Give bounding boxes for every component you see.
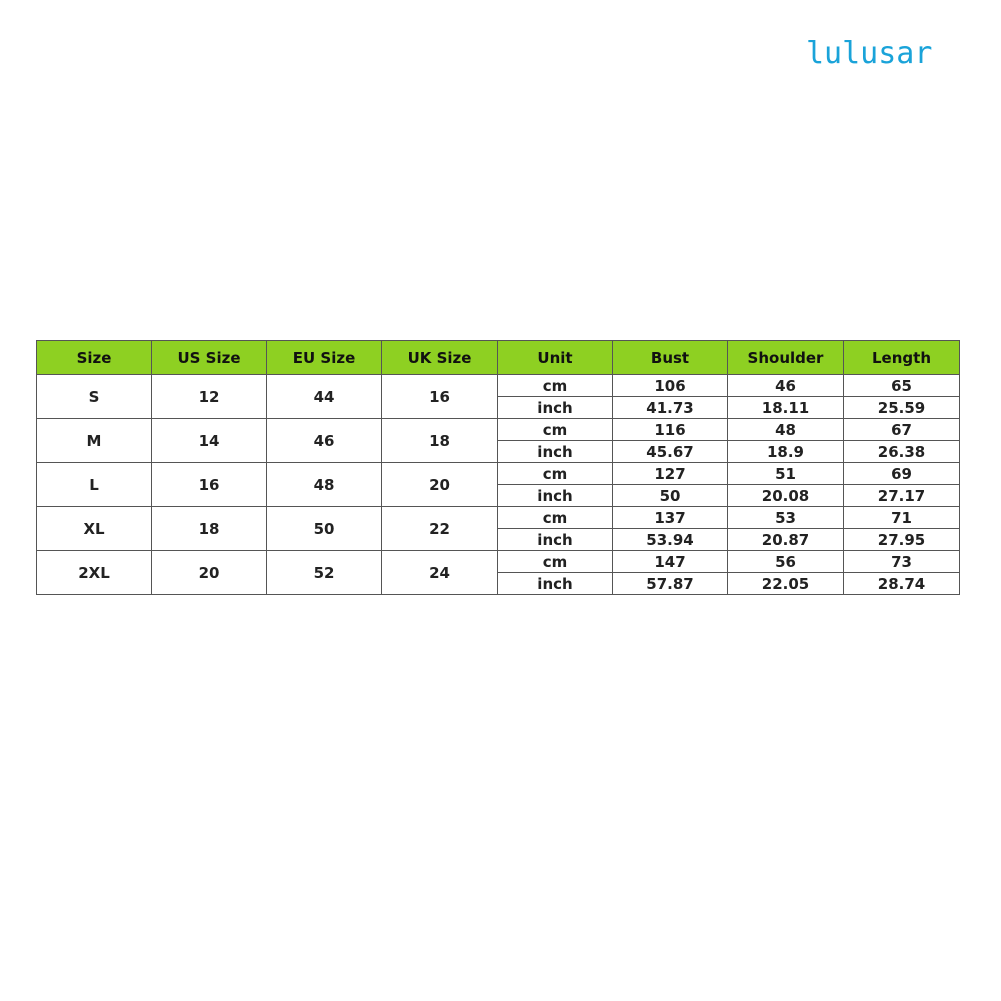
bust-cell: 127: [613, 463, 728, 485]
size-cell: 2XL: [37, 551, 152, 595]
us-size-cell: 12: [152, 375, 267, 419]
eu-size-cell: 46: [267, 419, 382, 463]
table-row: [37, 375, 960, 397]
bust-cell: 41.73: [613, 397, 728, 419]
header-eu-size: EU Size: [267, 341, 382, 375]
length-cell: 69: [844, 463, 960, 485]
unit-cell: cm: [498, 507, 613, 529]
bust-cell: 45.67: [613, 441, 728, 463]
bust-cell: 57.87: [613, 573, 728, 595]
shoulder-cell: 48: [728, 419, 844, 441]
bust-cell: 137: [613, 507, 728, 529]
size-cell: XL: [37, 507, 152, 551]
eu-size-cell: 48: [267, 463, 382, 507]
uk-size-cell: 16: [382, 375, 498, 419]
length-cell: 28.74: [844, 573, 960, 595]
eu-size-cell: 52: [267, 551, 382, 595]
length-cell: 25.59: [844, 397, 960, 419]
table-row: [37, 551, 960, 573]
shoulder-cell: 46: [728, 375, 844, 397]
size-cell: L: [37, 463, 152, 507]
length-cell: 27.17: [844, 485, 960, 507]
unit-cell: cm: [498, 551, 613, 573]
eu-size-cell: 44: [267, 375, 382, 419]
us-size-cell: 20: [152, 551, 267, 595]
unit-cell: cm: [498, 375, 613, 397]
uk-size-cell: 20: [382, 463, 498, 507]
header-bust: Bust: [613, 341, 728, 375]
shoulder-cell: 51: [728, 463, 844, 485]
us-size-cell: 14: [152, 419, 267, 463]
uk-size-cell: 24: [382, 551, 498, 595]
shoulder-cell: 22.05: [728, 573, 844, 595]
unit-cell: cm: [498, 463, 613, 485]
header-length: Length: [844, 341, 960, 375]
unit-cell: inch: [498, 529, 613, 551]
header-us-size: US Size: [152, 341, 267, 375]
unit-cell: inch: [498, 485, 613, 507]
brand-logo-text: lulusar: [806, 36, 933, 71]
length-cell: 73: [844, 551, 960, 573]
us-size-cell: 16: [152, 463, 267, 507]
bust-cell: 106: [613, 375, 728, 397]
length-cell: 26.38: [844, 441, 960, 463]
unit-cell: inch: [498, 441, 613, 463]
unit-cell: inch: [498, 397, 613, 419]
uk-size-cell: 18: [382, 419, 498, 463]
header-shoulder: Shoulder: [728, 341, 844, 375]
shoulder-cell: 53: [728, 507, 844, 529]
unit-cell: cm: [498, 419, 613, 441]
size-cell: M: [37, 419, 152, 463]
shoulder-cell: 18.9: [728, 441, 844, 463]
length-cell: 71: [844, 507, 960, 529]
header-unit: Unit: [498, 341, 613, 375]
header-uk-size: UK Size: [382, 341, 498, 375]
unit-cell: inch: [498, 573, 613, 595]
bust-cell: 116: [613, 419, 728, 441]
table-row: [37, 419, 960, 441]
table-row: [37, 507, 960, 529]
shoulder-cell: 56: [728, 551, 844, 573]
shoulder-cell: 20.87: [728, 529, 844, 551]
uk-size-cell: 22: [382, 507, 498, 551]
bust-cell: 53.94: [613, 529, 728, 551]
eu-size-cell: 50: [267, 507, 382, 551]
length-cell: 27.95: [844, 529, 960, 551]
size-chart-table: [36, 340, 960, 595]
length-cell: 65: [844, 375, 960, 397]
size-cell: S: [37, 375, 152, 419]
shoulder-cell: 18.11: [728, 397, 844, 419]
table-row: [37, 463, 960, 485]
bust-cell: 50: [613, 485, 728, 507]
length-cell: 67: [844, 419, 960, 441]
bust-cell: 147: [613, 551, 728, 573]
us-size-cell: 18: [152, 507, 267, 551]
shoulder-cell: 20.08: [728, 485, 844, 507]
header-row: [37, 341, 960, 375]
header-size: Size: [37, 341, 152, 375]
